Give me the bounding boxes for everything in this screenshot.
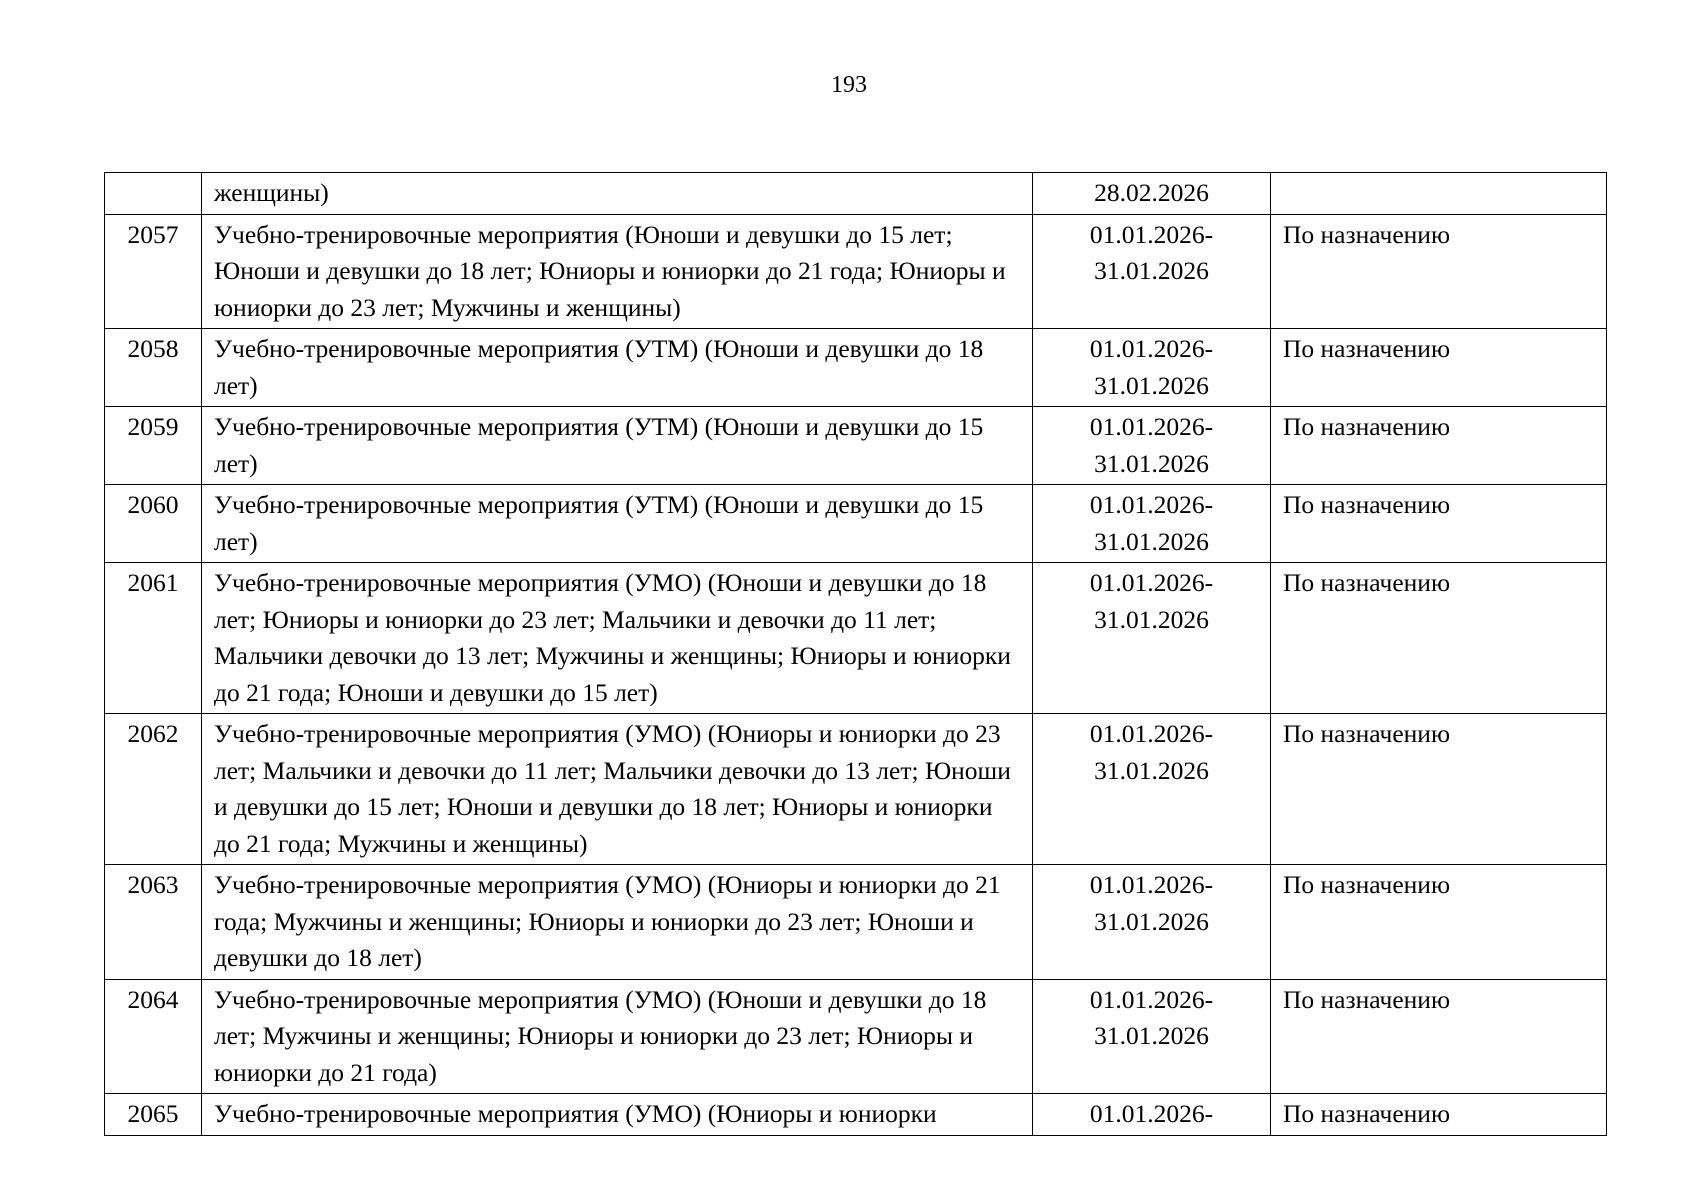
event-date-end: 31.01.2026 [1094,1021,1209,1050]
event-place: По назначению [1271,1094,1607,1136]
event-date-end: 28.02.2026 [1094,178,1209,207]
table-row [105,979,1607,1094]
table-row [105,563,1607,714]
event-place: По назначению [1271,563,1607,714]
table-row [105,173,1607,215]
table-row [105,214,1607,329]
page-number: 193 [831,72,867,98]
event-name: женщины) [202,173,1033,215]
event-dates [1033,865,1271,980]
event-dates [1033,485,1271,563]
event-place: По назначению [1271,214,1607,329]
event-number: 2064 [105,979,202,1094]
event-date-start: 01.01.2026- [1089,984,1214,1014]
event-number: 2060 [105,485,202,563]
event-dates [1033,714,1271,865]
event-name: Учебно-тренировочные мероприятия (УМО) (Юноши и девушки до 18 лет; Мужчины и женщины; Юниоры и юниорки до 23 лет; Юниоры и юниорки до 21 года) [202,979,1033,1094]
event-name: Учебно-тренировочные мероприятия (УТМ) (Юноши и девушки до 18 лет) [202,329,1033,407]
event-name: Учебно-тренировочные мероприятия (УТМ) (Юноши и девушки до 15 лет) [202,485,1033,563]
event-date-start: 01.01.2026- [1089,1099,1214,1128]
table-row [105,865,1607,980]
event-number: 2065 [105,1094,202,1136]
event-name: Учебно-тренировочные мероприятия (УТМ) (Юноши и девушки до 15 лет) [202,407,1033,485]
event-date-start: 01.01.2026- [1089,568,1214,597]
event-date-end: 31.01.2026 [1094,370,1209,400]
event-place: По назначению [1271,407,1607,485]
event-date-start: 01.01.2026- [1089,870,1214,899]
event-date-end: 31.01.2026 [1094,448,1209,478]
event-number [105,173,202,215]
event-dates [1033,329,1271,407]
event-date-start: 01.01.2026- [1089,219,1214,249]
event-dates [1033,979,1271,1094]
event-number: 2058 [105,329,202,407]
event-name: Учебно-тренировочные мероприятия (УМО) (Юниоры и юниорки до 21 года; Мужчины и женщины; Юниоры и юниорки до 23 лет; Юноши и девушки до 18 лет) [202,865,1033,980]
event-name: Учебно-тренировочные мероприятия (УМО) (Юноши и девушки до 18 лет; Юниоры и юниорки до 23 лет; Мальчики и девочки до 11 лет; Мальчики девочки до 13 лет; Мужчины и женщины; Юниоры и юниорки до 21 года; Юноши и девушки до 15 лет) [202,563,1033,714]
event-date-start: 01.01.2026- [1089,719,1214,748]
event-date-end: 31.01.2026 [1094,755,1209,785]
event-place [1271,173,1607,215]
table-row [105,407,1607,485]
event-number: 2061 [105,563,202,714]
table-row [105,714,1607,865]
event-place: По назначению [1271,329,1607,407]
event-dates [1033,407,1271,485]
events-table [104,172,1607,1136]
event-date-start: 01.01.2026- [1089,412,1214,441]
table-row [105,1094,1607,1136]
event-number: 2062 [105,714,202,865]
event-name: Учебно-тренировочные мероприятия (Юноши и девушки до 15 лет; Юноши и девушки до 18 лет; Юниоры и юниорки до 21 года; Юниоры и юниорки до 23 лет; Мужчины и женщины) [202,214,1033,329]
event-place: По назначению [1271,865,1607,980]
event-dates [1033,563,1271,714]
event-date-end: 31.01.2026 [1094,256,1209,285]
event-name: Учебно-тренировочные мероприятия (УМО) (Юниоры и юниорки [202,1094,1033,1136]
event-number: 2057 [105,214,202,329]
event-dates [1033,173,1271,215]
event-date-end: 31.01.2026 [1094,604,1209,634]
event-place: По назначению [1271,714,1607,865]
event-date-start: 01.01.2026- [1089,334,1214,363]
event-place: По назначению [1271,485,1607,563]
event-number: 2059 [105,407,202,485]
event-place: По назначению [1271,979,1607,1094]
event-dates [1033,1094,1271,1136]
event-date-end: 31.01.2026 [1094,906,1209,936]
table-row [105,485,1607,563]
event-date-start: 01.01.2026- [1089,490,1214,519]
table-row [105,329,1607,407]
event-date-end: 31.01.2026 [1094,526,1209,556]
event-name: Учебно-тренировочные мероприятия (УМО) (Юниоры и юниорки до 23 лет; Мальчики и девочки до 11 лет; Мальчики девочки до 13 лет; Юноши и девушки до 15 лет; Юноши и девушки до 18 лет; Юниоры и юниорки до 21 года; Мужчины и женщины) [202,714,1033,865]
event-number: 2063 [105,865,202,980]
event-dates [1033,214,1271,329]
